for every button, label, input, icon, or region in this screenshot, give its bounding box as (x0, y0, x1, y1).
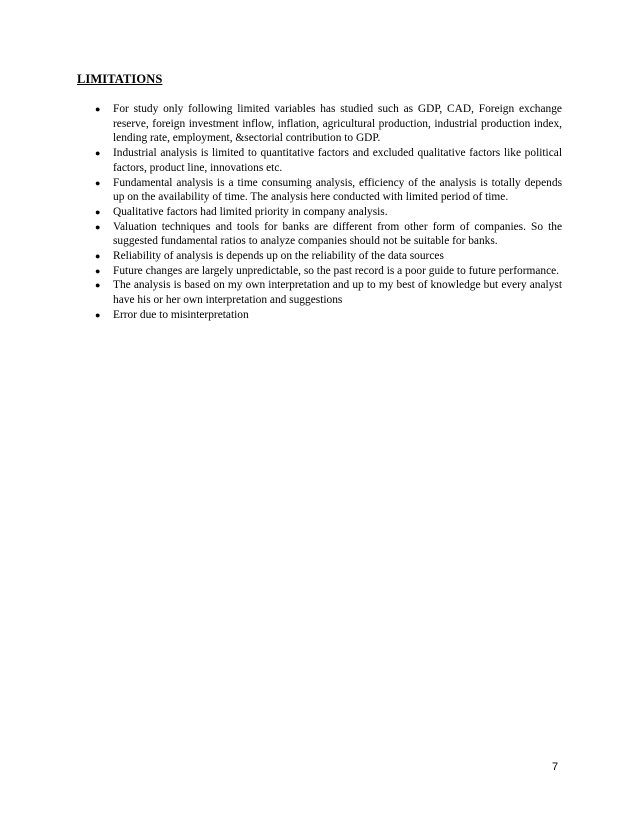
list-item-text: Error due to misinterpretation (113, 308, 249, 321)
list-item-text: The analysis is based on my own interpretation and up to my best of knowledge but every analyst have his or her own interpretation and suggestions (113, 279, 562, 307)
page-number: 7 (552, 761, 559, 773)
list-item (96, 264, 562, 279)
bullet-icon: ● (95, 309, 101, 320)
bullet-icon: ● (95, 148, 101, 159)
bullet-icon: ● (95, 221, 101, 232)
list-item (96, 205, 562, 220)
list-item-text: Future changes are largely unpredictable, so the past record is a poor guide to future performance. (113, 264, 560, 277)
list-item (96, 249, 562, 264)
list-item-text: Valuation techniques and tools for banks are different from other form of companies. So the suggested fundamental ratios to analyze companies should not be suitable for banks. (113, 220, 562, 248)
list-item (96, 220, 562, 249)
section-heading: LIMITATIONS (77, 72, 163, 86)
bullet-icon: ● (95, 177, 101, 188)
list-item-text: For study only following limited variables has studied such as GDP, CAD, Foreign exchange reserve, foreign investment inflow, inflation, agricultural production, industrial production index, lending rate, employment, &sectorial contribution to GDP. (113, 103, 562, 145)
list-item-text: Qualitative factors had limited priority in company analysis. (113, 205, 388, 218)
bullet-icon: ● (95, 265, 101, 276)
bullet-icon: ● (95, 280, 101, 291)
list-item-text: Fundamental analysis is a time consuming analysis, efficiency of the analysis is totally depends up on the availability of time. The analysis here conducted with limited period of time. (113, 176, 562, 204)
list-item-text: Industrial analysis is limited to quantitative factors and excluded qualitative factors like political factors, product line, innovations etc. (113, 147, 562, 174)
list-item (96, 102, 562, 146)
list-item-text: Reliability of analysis is depends up on the reliability of the data sources (113, 250, 444, 263)
bullet-icon: ● (95, 251, 101, 262)
list-item (96, 308, 562, 323)
list-item (96, 278, 562, 307)
limitations-list (96, 102, 562, 323)
list-item (96, 176, 562, 205)
bullet-icon: ● (95, 104, 101, 114)
list-item (96, 146, 562, 175)
bullet-icon: ● (95, 206, 101, 217)
